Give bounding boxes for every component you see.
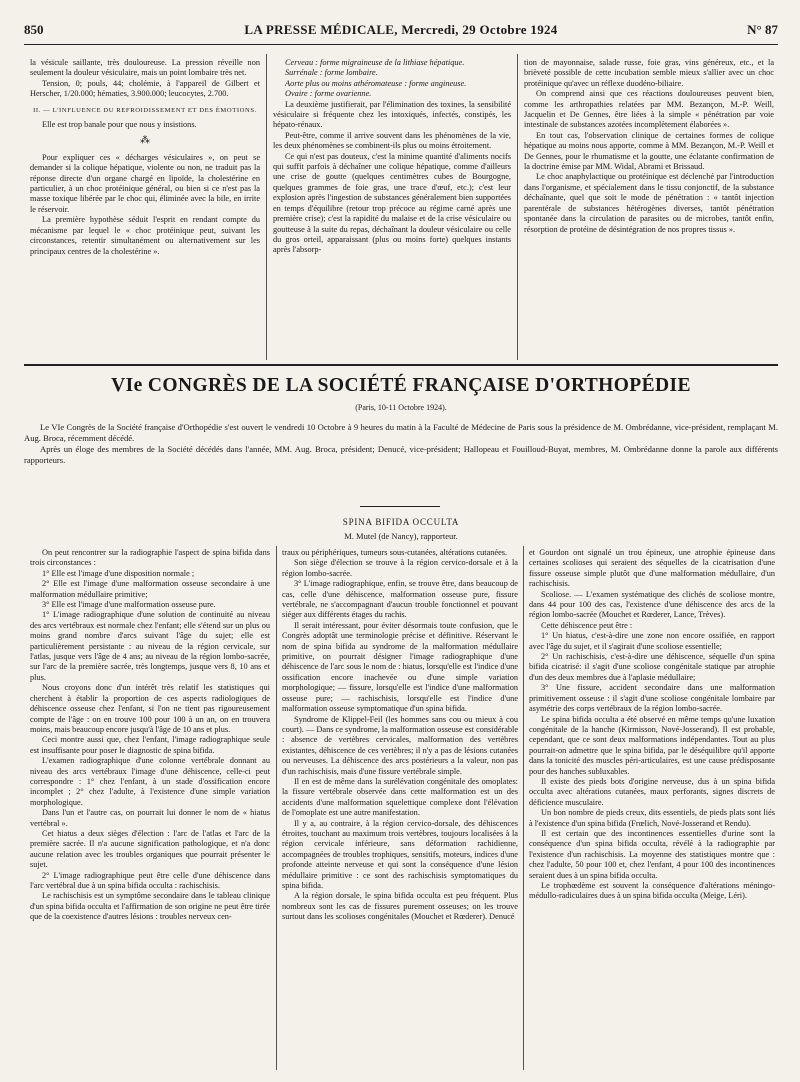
paragraph: Ceci montre aussi que, chez l'enfant, l'image radiographique seule est insuffisante pour poser le diagnostic de spina bifida. bbox=[30, 735, 270, 755]
paragraph bbox=[273, 58, 511, 68]
page-number: 850 bbox=[24, 22, 44, 37]
paragraph: A la région dorsale, le spina bifida occulta est peu fréquent. Plus nombreux sont les cas de fissures purement osseuses; on les trouve surtout dans les scolioses congénitales (Mouchet et Rœderer). Denucé bbox=[282, 891, 518, 922]
paragraph: En tout cas, l'observation clinique de certaines formes de colique hépatique au moins nous apporte, comme à MM. Bezançon, M.-P. Weill et De Gennes, pour le rhumatisme et la goutte, une éclatante confirmation de la doctrine émise par MM. Widal, Abrami et Brissaud. bbox=[524, 130, 774, 172]
paragraph: On comprend ainsi que ces réactions douloureuses peuvent bien, comme les arthropathies relatées par MM. Bezançon, M.-P. Weill, Jacquelin et De Gennes, être liées à la simple « pénétration par voie intestinale de substances azotées incomplètement élaborées ». bbox=[524, 89, 774, 130]
paragraph: Il est certain que des incontinences essentielles d'urine sont la conséquence d'un spina bifida occulta, révélé à la radiographie par l'existence d'un rachischisis. La moyenne des statistiques montre que : chez l'adulte, 50 pour 100 et, chez l'enfant, 4 pour 100 des incontinences seraient dues à un spina bifida occulta. bbox=[529, 828, 775, 880]
paragraph bbox=[273, 89, 511, 99]
paragraph: La deuxième justifierait, par l'élimination des toxines, la sensibilité vésiculaire si fréquente chez les intoxiqués, infectés, constipés, les hépato-rénaux. bbox=[273, 99, 511, 130]
list-item: Surrénale : forme lombaire. bbox=[285, 68, 378, 78]
paragraph: 3° Elle est l'image d'une malformation osseuse pure. bbox=[42, 600, 216, 610]
asterism: ⁂ bbox=[140, 135, 150, 147]
list-item: Ovaire : forme ovarienne. bbox=[285, 89, 372, 99]
paragraph: tion de mayonnaise, salade russe, foie gras, vins généreux, etc., et la brièveté possible de cette incubation semble mieux s'allier avec un choc protéinique qu'avec un réflexe duodéno-biliaire. bbox=[524, 58, 774, 88]
paragraph: La première hypothèse séduit l'esprit en rendant compte du mécanisme par lequel le « choc protéinique peut, suivant les circonstances, retentir simultanément ou alternativement sur les principaux centres de la cholestérine ». bbox=[30, 215, 260, 256]
article-author: M. Mutel (de Nancy), rapporteur. bbox=[344, 531, 458, 541]
paragraph: Il existe des pieds bots d'origine nerveuse, dus à un spina bifida occulta avec altérations cutanées, maux perforants, signes discrets de déficience musculaire. bbox=[529, 776, 775, 807]
congress-intro bbox=[24, 422, 778, 466]
paragraph: Le trophœdème est souvent la conséquence d'altérations méningo-médullo-radiculaires dues à un spina bifida occulta (Meige, Léri). bbox=[529, 881, 775, 901]
paragraph: L'examen radiographique d'une colonne vertébrale donnant au niveau des arcs vertébraux l'image d'une déhiscence, celle-ci peut correspondre : 1° chez l'enfant, à un stade d'ossification encore incomplet ; 2° chez l'adulte, à l'existence d'une simple variation morphologique. bbox=[30, 756, 270, 807]
paragraph: 3° L'image radiographique, enfin, se trouve être, dans beaucoup de cas, celle d'une déhiscence, malformation osseuse pure, fissure vertébrale, ne s'accompagnant d'aucun trouble fonctionnel et pouvant siéger aux différents étages du rachis. bbox=[282, 579, 518, 620]
section-rule bbox=[24, 364, 778, 366]
paragraph: Il y a, au contraire, à la région cervico-dorsale, des déhiscences étroites, touchant au maximum trois vertèbres, toujours localisées à la région cervicale inférieure, sans déformation rachidienne, accompagnées de troubles trophiques, sensitifs, moteurs, indices d'une profonde atteinte nerveuse et qui sont la conséquence d'une lésion médullaire primitive : ce sont des rachischisis symptomatiques du spina bifida. bbox=[282, 818, 518, 890]
congress-subtitle: (Paris, 10-11 Octobre 1924). bbox=[355, 403, 447, 412]
paragraph: Nous croyons donc d'un intérêt très relatif les statistiques qui cherchent à établir la proportion de ces aspects radiologiques de déhiscence osseuse chez l'enfant, si l'on ne tient pas rigoureusement compte de l'âge : on en trouve 100 pour 100 à un an, on en trouvera moins, mais beaucoup encore jusqu'à l'âge de 10 ans et plus. bbox=[30, 683, 270, 734]
top-column-2 bbox=[273, 58, 511, 358]
paragraph: Le rachischisis est un symptôme secondaire dans le tableau clinique d'un spina bifida occulta et l'affirmation de son origine ne peut être tirée que de la coexistence d'autres lésions : troubles nerveux cen- bbox=[30, 891, 270, 922]
paragraph: Ce qui n'est pas douteux, c'est la minime quantité d'aliments nocifs qui suffit parfois à déchaîner une colique hépatique, comme d'ailleurs une crise de goutte (quelques centimètres cubes de Bourgogne, quelques grammes de foie gras, une trace d'œuf, etc.); c'est leur explosion après l'ingestion de substances généralement bien supportées en temps d'équilibre (retour trop précoce au régime carné après une première crise); c'est la rapidité du malaise et de la crise vésiculaire ou goutteuse à la suite du repas, déchaînant la douleur vésiculaire ou celle du gros orteil, apparaissant (plus ou moins forte) quelques instants après l'absorp- bbox=[273, 151, 511, 255]
article-column-1 bbox=[30, 548, 270, 1068]
paragraph: Il serait intéressant, pour éviter désormais toute confusion, que le Congrès adoptât une terminologie précise et définitive. Réservant le nom de spina bifida au syndrome de la malformation médullaire primitive, on pourrait désigner l'image radiographique d'une déhiscence de l'arc sous le nom de : hiatus, lorsqu'elle est l'indice d'une ossification encore inachevée ou d'une simple variation morphologique; — fissure, lorsqu'elle est l'indice d'une malformation osseuse pure; — rachischisis, lorsqu'elle est l'indice d'une malformation osseuse symptomatique d'un spina bifida. bbox=[282, 620, 518, 714]
paragraph: Scoliose. — L'examen systématique des clichés de scoliose montre, dans 44 pour 100 des cas, l'existence d'une déhiscence des arcs de la région lombo-sacrée (Mouchet et Rœderer, Lance, Trèves). bbox=[529, 589, 775, 620]
paragraph: Syndrome de Klippel-Feil (les hommes sans cou ou mieux à cou court). — Dans ce syndrome, la malformation osseuse est considérable : absence de vertèbres cervicales, malformation des vertèbres existantes, déhiscence de ces vertèbres; il n'y a pas de lésions cutanées ou nerveuses. La déhiscence des arcs postérieurs a la valeur, non pas d'un rachischisis, mais d'une fissure vertébrale simple. bbox=[282, 714, 518, 776]
paragraph: Cette déhiscence peut être : bbox=[541, 620, 633, 630]
paragraph: 2° Un rachischisis, c'est-à-dire une déhiscence, séquelle d'un spina bifida cicatrisé: il s'agit d'une scoliose congénitale statique par atrophie d'un des deux membres due à l'aplasie médullaire; bbox=[529, 652, 775, 682]
paragraph: Il en est de même dans la surélévation congénitale des omoplates: la fissure vertébrale observée dans cette malformation est un des accidents d'une malformation squelettique complexe dont l'élévation de l'omoplate est une autre manifestation. bbox=[282, 776, 518, 818]
running-head bbox=[24, 22, 778, 42]
column-divider bbox=[523, 546, 524, 1070]
paragraph: On peut rencontrer sur la radiographie l'aspect de spina bifida dans trois circonstances : bbox=[30, 548, 270, 568]
column-divider bbox=[276, 546, 277, 1070]
article-title: SPINA BIFIDA OCCULTA bbox=[342, 517, 460, 527]
paragraph: Peut-être, comme il arrive souvent dans les phénomènes de la vie, les deux phénomènes se combinent-ils plus ou moins étroitement. bbox=[273, 130, 511, 151]
paragraph: Pour expliquer ces « décharges vésiculaires », on peut se demander si la colique hépatique, violente ou non, ne traduit pas la réponse directe d'un organe chargé en lipoïde, la cholestérine en particulier, à un choc protéinique général, ou bien si ce n'est pas la masse toxique libérée par le choc qui, éliminée avec la bile, en irrite le réservoir. bbox=[30, 152, 260, 214]
paragraph bbox=[273, 68, 511, 78]
paragraph: et Gourdon ont signalé un trou épineux, une atrophie épineuse dans certaines scolioses qui seraient des séquelles de la cicatrisation d'une fissure osseuse simple plutôt que d'une malformation médullaire, d'un rachischisis. bbox=[529, 548, 775, 589]
intro-paragraph: Après un éloge des membres de la Société décédés dans l'année, MM. Aug. Broca, président; Denucé, vice-président; Hallopeau et Fouilloud-Buyat, membres, M. Ombrédanne donne la parole aux différents rapporteurs. bbox=[24, 444, 778, 465]
paragraph: 2° L'image radiographique peut être celle d'une déhiscence dans l'arc vertébral due à un spina bifida occulta : rachischisis. bbox=[30, 870, 270, 890]
paragraph: Un bon nombre de pieds creux, dits essentiels, de pieds plats sont liés à l'existence d'un spina bifida (Frœlich, Nové-Josserand et Rendu). bbox=[529, 808, 775, 828]
paragraph: Le choc anaphylactique ou protéinique est déclenché par l'introduction dans l'organisme, et spécialement dans le tissu conjonctif, de la substance déchaînante, quel que soit le mode de pénétration : « tantôt injection parentérale de substances hétérogènes diverses, tantôt pénétration spontanée dans la circulation de parasites ou de microbes, tantôt enfin, résorption de protéine de désintégration de nos propres tissus ». bbox=[524, 172, 774, 234]
issue-number: N° 87 bbox=[747, 22, 778, 37]
article-column-3 bbox=[529, 548, 775, 1068]
short-rule bbox=[360, 506, 440, 507]
top-column-1 bbox=[30, 58, 260, 358]
paragraph: Elle est trop banale pour que nous y insistions. bbox=[42, 120, 197, 130]
column-divider bbox=[517, 54, 518, 360]
header-rule bbox=[24, 44, 778, 45]
paragraph: Cet hiatus a deux sièges d'élection : l'arc de l'atlas et l'arc de la première sacrée. Il n'a aucune signification pathologique, et n'a donc aucune relation avec les troubles organiques que pourrait présenter le sujet. bbox=[30, 828, 270, 870]
paragraph: Son siège d'élection se trouve à la région cervico-dorsale et à la région lombo-sacrée. bbox=[282, 558, 518, 578]
intro-paragraph: Le VIe Congrès de la Société française d'Orthopédie s'est ouvert le vendredi 10 Octobre à 9 heures du matin à la Faculté de Médecine de Paris sous la présidence de M. Ombrédanne, vice-président, remplaçant M. Aug. Broca, récemment décédé. bbox=[24, 422, 778, 443]
paragraph: Le spina bifida occulta a été observé en même temps qu'une luxation congénitale de la hanche (Kirmisson, Nové-Josserand). Il est probable, cependant, que ce sont deux malformations indépendantes. Tout au plus pourrait-on admettre que le spina bifida, par le déséquilibre qu'il apporte dans la tonicité des muscles péri-articulaires, est une cause prédisposante pour des hanches subluxables. bbox=[529, 714, 775, 776]
journal-title: LA PRESSE MÉDICALE, Mercredi, 29 Octobre 1924 bbox=[244, 22, 558, 37]
column-divider bbox=[266, 54, 267, 360]
paragraph: 1° L'image radiographique d'une solution de continuité au niveau des arcs vertébraux est normale chez l'enfant; elle s'étend sur un plus ou moins grand nombre d'arcs suivant l'âge du sujet; elle est particulièrement persistante : au niveau de la région cervicale, sur l'atlas, jusque vers l'âge de 4 ans; au niveau de la région lombo-sacrée, sur l'arc de la première sacrée, très longtemps, jusque vers 8, 10 ans et plus. bbox=[30, 610, 270, 682]
paragraph: Dans l'un et l'autre cas, on pourrait lui donner le nom de « hiatus vertébral ». bbox=[30, 808, 270, 828]
paragraph: 3° Une fissure, accident secondaire dans une malformation primitivement osseuse : il s'agit d'une scoliose congénitale lombaire par asymétrie des corps vertébraux de la région lombo-sacrée. bbox=[529, 683, 775, 714]
list-item: Cerveau : forme migraineuse de la lithiase hépatique. bbox=[285, 58, 465, 67]
top-column-3 bbox=[524, 58, 774, 358]
congress-title: VIe CONGRÈS DE LA SOCIÉTÉ FRANÇAISE D'ORTHOPÉDIE bbox=[111, 375, 691, 396]
paragraph: Tension, 0; pouls, 44; cholémie, à l'appareil de Gilbert et Herscher, 1/20.000; hématies, 3.900.000; leucocytes, 2.700. bbox=[30, 78, 260, 99]
paragraph: 1° Un hiatus, c'est-à-dire une zone non encore ossifiée, en rapport avec l'âge du sujet, et il s'agirait d'une scoliose essentielle; bbox=[529, 631, 775, 651]
paragraph bbox=[273, 79, 511, 89]
article-column-2 bbox=[282, 548, 518, 1068]
paragraph: la vésicule saillante, très douloureuse. La pression réveille non seulement la douleur vésiculaire, mais un point lombaire très net. bbox=[30, 58, 260, 78]
list-item: Aorte plus ou moins athéromateuse : forme angineuse. bbox=[285, 78, 467, 88]
section-heading: II. — L'INFLUENCE DU REFROIDISSEMENT ET DES ÉMOTIONS. bbox=[33, 106, 257, 114]
paragraph: 2° Elle est l'image d'une malformation osseuse secondaire à une malformation médullaire primitive; bbox=[30, 579, 270, 599]
paragraph: traux ou périphériques, tumeurs sous-cutanées, altérations cutanées. bbox=[282, 548, 508, 557]
paragraph: 1° Elle est l'image d'une disposition normale ; bbox=[42, 568, 195, 578]
